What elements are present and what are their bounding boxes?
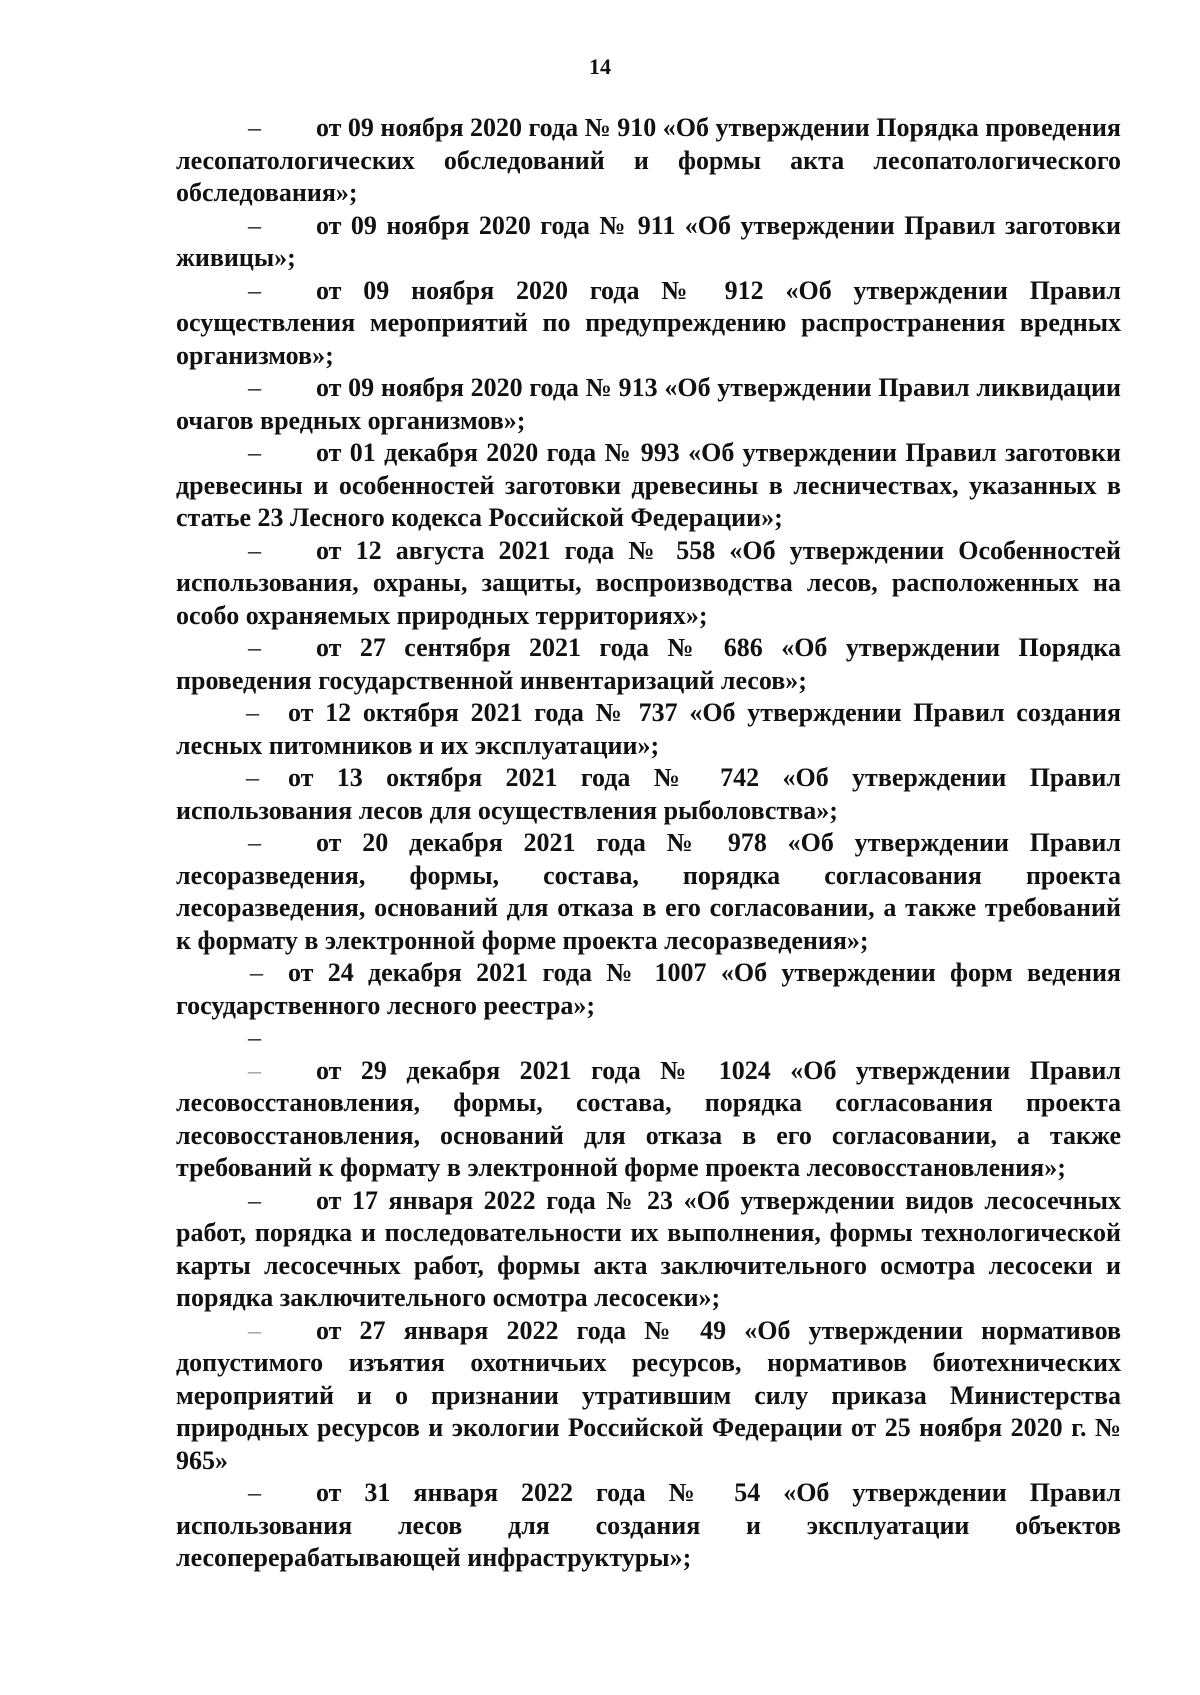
list-item — [176, 210, 1121, 275]
list-dash: – — [250, 958, 263, 987]
list-item — [176, 957, 1121, 1022]
page-number: 14 — [589, 54, 611, 79]
list-dash: – — [248, 1315, 261, 1345]
document-body — [176, 112, 1121, 1575]
list-dash: – — [248, 1478, 261, 1507]
list-item-text: от 09 ноября 2020 года № 910 «Об утверждении Порядка проведения лесопатологических обследований и формы акта лесопатологического обследования»; — [176, 113, 1121, 207]
list-item-text: от 24 декабря 2021 года № 1007 «Об утверждении форм ведения государственного лесного реестра»; — [176, 958, 1121, 1020]
list-item-text: от 17 января 2022 года № 23 «Об утверждении видов лесосечных работ, порядка и последовательности их выполнения, формы технологической карты лесосечных работ, формы акта заключительного осмотра лесосеки и порядка заключительного осмотра лесосеки»; — [176, 1185, 1121, 1312]
list-dash: – — [248, 113, 261, 142]
list-dash: – — [246, 763, 259, 792]
list-dash: – — [248, 373, 261, 402]
list-dash: – — [248, 828, 261, 857]
list-item — [176, 827, 1121, 957]
list-item — [176, 1477, 1121, 1575]
list-item-text: от 31 января 2022 года № 54 «Об утверждении Правил использования лесов для создания и эксплуатации объектов лесоперерабатывающей инфраструктуры»; — [176, 1478, 1121, 1572]
list-item — [176, 1185, 1121, 1315]
list-dash: – — [246, 698, 259, 727]
list-item-text: от 27 января 2022 года № 49 «Об утверждении нормативов допустимого изъятия охотничьих ресурсов, нормативов биотехнических мероприятий и о признании утратившим силу приказа Министерства природных ресурсов и экологии Российской Федерации от 25 ноября 2020 г. № 965» — [176, 1315, 1121, 1475]
list-item-text: от 09 ноября 2020 года № 911 «Об утверждении Правил заготовки живицы»; — [176, 210, 1121, 272]
list-item — [176, 697, 1121, 762]
list-dash: – — [248, 535, 261, 565]
list-item — [176, 1055, 1121, 1185]
list-item — [176, 372, 1121, 437]
list-dash: – — [248, 438, 261, 467]
list-item — [176, 1315, 1121, 1478]
list-item-text: от 01 декабря 2020 года № 993 «Об утверждении Правил заготовки древесины и особенностей заготовки древесины в лесничествах, указанных в статье 23 Лесного кодекса Российской Федерации»; — [176, 438, 1121, 532]
list-dash: – — [248, 1023, 261, 1052]
list-item — [176, 632, 1121, 697]
list-item-text: от 29 декабря 2021 года № 1024 «Об утверждении Правил лесовосстановления, формы, состава, порядка согласования проекта лесовосстановления, оснований для отказа в его согласовании, а также требований к формату в электронной форме проекта лесовосстановления»; — [176, 1055, 1121, 1182]
list-dash: – — [248, 1185, 261, 1215]
list-item-text: от 12 августа 2021 года № 558 «Об утверждении Особенностей использования, охраны, защиты, воспроизводства лесов, расположенных на особо охраняемых природных территориях»; — [176, 535, 1121, 630]
list-item — [176, 762, 1121, 827]
stray-dash-line — [176, 1022, 1121, 1055]
list-dash: – — [248, 275, 261, 305]
list-item-text: от 09 ноября 2020 года № 913 «Об утверждении Правил ликвидации очагов вредных организмов»; — [176, 373, 1121, 435]
list-dash: – — [248, 633, 261, 662]
list-dash: – — [248, 1055, 261, 1085]
list-item-text: от 27 сентября 2021 года № 686 «Об утверждении Порядка проведения государственной инвентаризаций лесов»; — [176, 633, 1121, 695]
list-item — [176, 112, 1121, 210]
list-item — [176, 275, 1121, 373]
list-dash: – — [248, 210, 261, 240]
list-item-text: от 20 декабря 2021 года № 978 «Об утверждении Правил лесоразведения, формы, состава, порядка согласования проекта лесоразведения, оснований для отказа в его согласовании, а также требований к формату в электронной форме проекта лесоразведения»; — [176, 828, 1121, 955]
list-item-text: от 09 ноября 2020 года № 912 «Об утверждении Правил осуществления мероприятий по предупреждению распространения вредных организмов»; — [176, 275, 1121, 370]
list-item-text: от 12 октября 2021 года № 737 «Об утверждении Правил создания лесных питомников и их эксплуатации»; — [176, 698, 1121, 760]
list-item — [176, 437, 1121, 535]
list-item — [176, 535, 1121, 633]
list-item-text: от 13 октября 2021 года № 742 «Об утверждении Правил использования лесов для осуществления рыболовства»; — [176, 763, 1121, 825]
